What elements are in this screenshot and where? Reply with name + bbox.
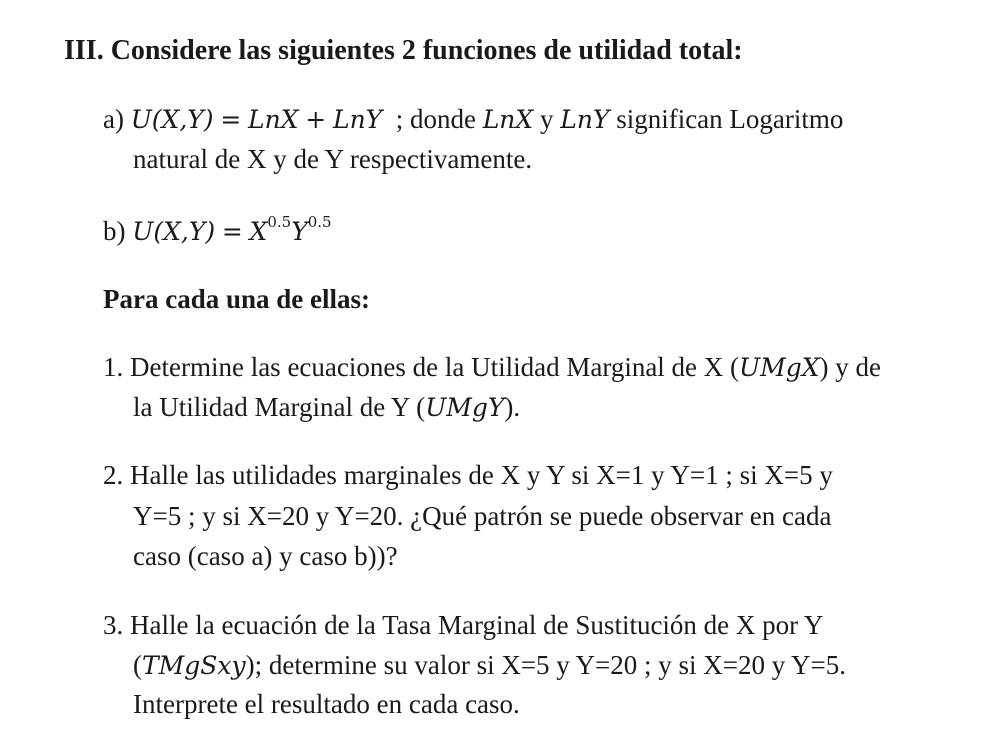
item-a-term3: LnX (482, 105, 534, 134)
q3-line3: Interprete el resultado en cada caso. (133, 689, 520, 719)
q3-line2-rest: ); determine su valor si X=5 y Y=20 ; y si X=20 y Y=5. (245, 650, 846, 680)
q1-line2-text: la Utilidad Marginal de Y ( (133, 392, 426, 422)
q3-line2-math: TMgSxy (142, 651, 246, 680)
item-b-formula-lhs: U(X,Y) (132, 217, 216, 246)
item-a-text2: y (539, 104, 554, 134)
q2-line2: Y=5 ; y si X=20 y Y=20. ¿Qué patrón se puede observar en cada (133, 501, 832, 531)
item-a-text3: significan Logaritmo (616, 104, 844, 134)
q3-line2 (133, 652, 846, 679)
item-b-label: b) (103, 216, 126, 246)
q1-line1 (103, 354, 881, 381)
item-a-term4: LnY (560, 105, 610, 134)
q3-line2-open: ( (133, 650, 142, 680)
item-b-base1: X (249, 217, 268, 246)
q1-line2-end: ). (504, 392, 521, 422)
item-a-text1: ; donde (395, 104, 476, 134)
q3-line1: 3. Halle la ecuación de la Tasa Marginal de Sustitución de X por Y (103, 610, 824, 640)
item-b-exp2: 0.5 (307, 213, 332, 231)
item-a-label: a) (103, 104, 124, 134)
item-a-formula-lhs: U(X,Y) (130, 105, 214, 134)
q1-line1-end: ) y de (819, 352, 881, 382)
item-b-line (103, 213, 332, 246)
item-a-plus: + (305, 105, 327, 134)
item-a-eq: = (220, 105, 242, 134)
item-a-line2: natural de X y de Y respectivamente. (133, 144, 533, 174)
q1-line2 (133, 394, 520, 421)
section-title: III. Considere las siguientes 2 funciones de utilidad total: (64, 35, 743, 66)
item-a-term1: LnX (248, 105, 299, 134)
q1-line1-text: 1. Determine las ecuaciones de la Utilidad Marginal de X ( (103, 352, 740, 382)
q2-line1: 2. Halle las utilidades marginales de X y Y si X=1 y Y=1 ; si X=5 y (103, 460, 833, 490)
item-a-line1 (103, 106, 843, 133)
item-b-base2: Y (291, 217, 308, 246)
subheading: Para cada una de ellas: (103, 284, 370, 314)
item-b-exp1: 0.5 (267, 213, 292, 231)
q1-line2-math: UMgY (425, 393, 505, 422)
item-b-eq: = (221, 217, 243, 246)
q1-line1-math: UMgX (739, 353, 820, 382)
q2-line3: caso (caso a) y caso b))? (133, 541, 398, 571)
item-a-term2: LnY (332, 105, 383, 134)
